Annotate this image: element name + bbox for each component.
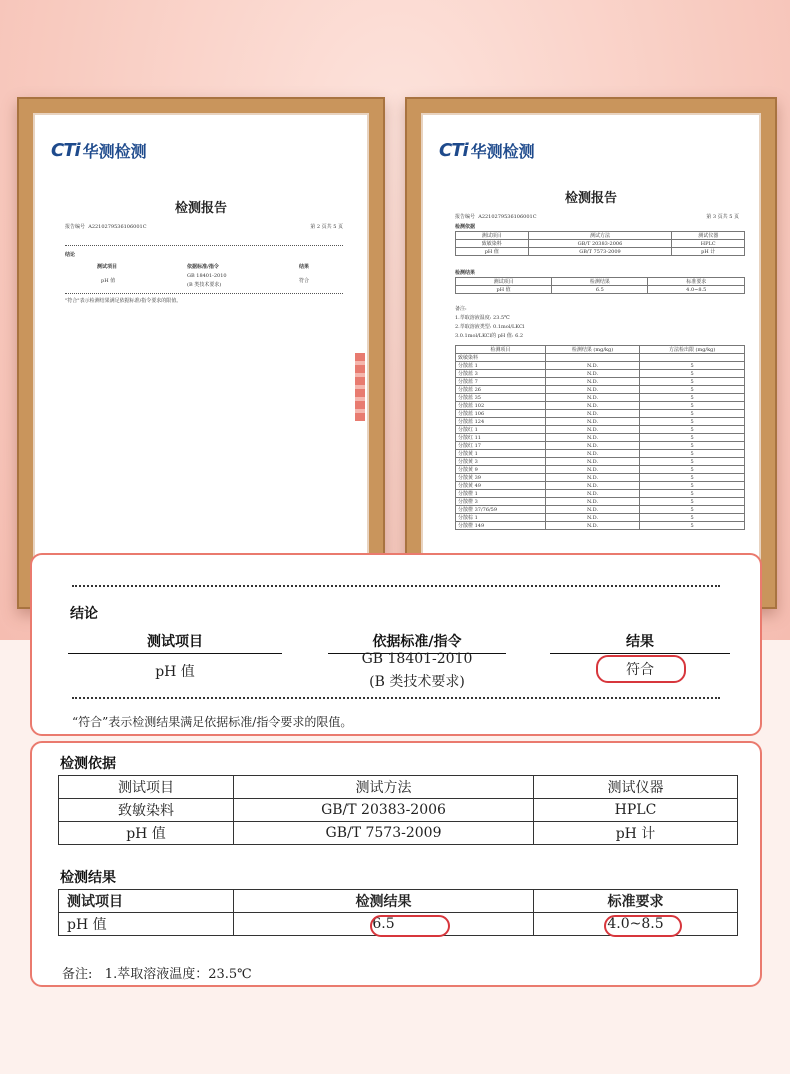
basis-title: 检测依据	[60, 756, 116, 772]
table-row: 分散棕 1 N.D. 5	[456, 514, 745, 522]
table-row: 分散橙 3 N.D. 5	[456, 498, 745, 506]
table-row: 分散黄 1 N.D. 5	[456, 450, 745, 458]
left-item: pH 值	[101, 278, 116, 284]
dotted-divider	[72, 585, 720, 587]
left-section: 结论	[65, 252, 76, 258]
header-test-item: 测试项目	[68, 631, 282, 654]
right-report-no: 报告编号 A2210279536106001C	[455, 214, 537, 220]
right-notes: 备注: 1.萃取溶液温度: 23.5℃ 2.萃取溶液类型: 0.1mol/LKCl 3.0.1mol/LKCl的 pH 值: 6.2	[455, 306, 525, 339]
cti-logo: CTi 华测检测	[439, 140, 535, 161]
table-row: 分散蓝 3 N.D. 5	[456, 370, 745, 378]
table-row: 分散蓝 102 N.D. 5	[456, 402, 745, 410]
cti-logo: CTi 华测检测	[51, 140, 147, 161]
conclusion-standard-note: (B 类技术要求)	[369, 674, 465, 690]
cell: GB/T 20383-2006	[234, 799, 534, 822]
left-doc-title: 检测报告	[174, 201, 227, 216]
result-title: 检测结果	[60, 870, 116, 886]
table-row: 分散橙 37/76/59 N.D. 5	[456, 506, 745, 514]
cell: HPLC	[534, 799, 738, 822]
table-row: 分散红 1 N.D. 5	[456, 426, 745, 434]
cell: pH 值	[59, 822, 234, 845]
right-result-title: 检测结果	[455, 270, 476, 276]
header-result: 结果	[550, 631, 730, 654]
table-row: 分散蓝 1 N.D. 5	[456, 362, 745, 370]
cell: GB/T 7573-2009	[234, 822, 534, 845]
conclusion-zoom-card	[30, 553, 762, 736]
range-highlight-oval	[604, 915, 682, 937]
cell: 测试项目	[59, 890, 234, 913]
conclusion-item: pH 值	[155, 664, 195, 680]
table-row: 分散蓝 124 N.D. 5	[456, 418, 745, 426]
conclusion-standard: GB 18401-2010	[361, 651, 473, 667]
left-report-no: 报告编号 A2210279536106001C	[65, 224, 147, 230]
table-row	[59, 890, 738, 913]
table-row	[59, 799, 738, 822]
dotted-divider	[72, 697, 720, 699]
cell: 标准要求	[534, 890, 738, 913]
left-report-page	[37, 117, 365, 589]
cell: 测试方法	[234, 776, 534, 799]
table-row: 分散蓝 26 N.D. 5	[456, 386, 745, 394]
value-highlight-oval	[370, 915, 450, 937]
left-result: 符合	[299, 278, 310, 284]
basis-result-zoom-card	[30, 741, 762, 987]
cell: 测试项目	[59, 776, 234, 799]
right-page-no: 第 3 页共 5 页	[706, 214, 739, 220]
basis-table	[58, 775, 738, 845]
table-row: 分散橙 1 N.D. 5	[456, 490, 745, 498]
table-row: 分散蓝 106 N.D. 5	[456, 410, 745, 418]
right-result-table: 测试项目 检测结果 标准要求 pH 值 6.5 4.0~8.5	[455, 277, 745, 294]
table-row: 分散黄 49 N.D. 5	[456, 482, 745, 490]
cell: 4.0~8.5	[534, 913, 738, 936]
divider	[65, 293, 343, 294]
conclusion-title: 结论	[70, 606, 98, 622]
table-row: 分散黄 39 N.D. 5	[456, 474, 745, 482]
left-standard-note: (B 类技术要求)	[187, 282, 222, 288]
divider	[65, 245, 343, 246]
table-row: 分散黄 9 N.D. 5	[456, 466, 745, 474]
table-row	[59, 822, 738, 845]
left-page-no: 第 2 页共 5 页	[310, 224, 343, 230]
left-footnote: "符合"表示检测结果满足依据标准/指令要求的限值。	[65, 298, 182, 304]
right-basis-title: 检测依据	[455, 224, 476, 230]
left-frame	[17, 97, 385, 609]
cell: 6.5	[234, 913, 534, 936]
table-row	[59, 776, 738, 799]
right-dye-table: 检测项目 检测结果 (mg/kg) 方法检出限 (mg/kg) 致敏染料 分散蓝 1 N.D. 5 分散蓝 3 N.D. 5 分散蓝 7 N.D. 5 分散蓝 26 N.D. 5 分散蓝 35 N.D. 5 分散蓝 102 N.D. 5 分散蓝 106 N.D. 5 分散蓝 124 N.D. 5 分散红 1 N.D. 5 分散红 11 N.D. 5 分散红 17 N.D. 5 分散黄 1 N.D. 5 分散黄 3 N.D. 5 分散黄 9 N.D. 5 分散黄 39 N.D. 5 分散黄 49 N.D. 5 分散橙 1 N.D. 5 分散橙 3 N.D. 5 分散橙 37/76/59 N.D. 5 分散棕 1 N.D. 5 分散橙 149 N.D. 5	[455, 345, 745, 530]
conclusion-result: 符合	[626, 662, 654, 678]
left-standard: GB 18401-2010	[187, 273, 227, 279]
right-report-page	[425, 117, 757, 589]
left-h2: 依据标准/指令	[187, 264, 219, 270]
table-row: 分散蓝 7 N.D. 5	[456, 378, 745, 386]
table-row: 分散红 11 N.D. 5	[456, 434, 745, 442]
right-basis-table: 测试项目 测试方法 测试仪器 致敏染料 GB/T 20383-2006 HPLC pH 值 GB/T 7573-2009 pH 计	[455, 231, 745, 256]
cell: 检测结果	[234, 890, 534, 913]
cell: pH 计	[534, 822, 738, 845]
table-row: 分散红 17 N.D. 5	[456, 442, 745, 450]
cell: 测试仪器	[534, 776, 738, 799]
table-row: 分散橙 149 N.D. 5	[456, 522, 745, 530]
table-row: 分散黄 3 N.D. 5	[456, 458, 745, 466]
right-doc-title: 检测报告	[564, 191, 617, 206]
table-row: 分散蓝 35 N.D. 5	[456, 394, 745, 402]
conclusion-footnote: “符合”表示检测结果满足依据标准/指令要求的限值。	[72, 715, 353, 729]
cell: 致敏染料	[59, 799, 234, 822]
header-standard: 依据标准/指令	[328, 631, 506, 654]
left-h3: 结果	[299, 264, 310, 270]
note-line: 备注: 1.萃取溶液温度：23.5℃	[62, 967, 252, 982]
left-h1: 测试项目	[97, 264, 118, 270]
cell: pH 值	[59, 913, 234, 936]
red-seal-stamp	[355, 353, 365, 421]
right-frame	[405, 97, 777, 609]
